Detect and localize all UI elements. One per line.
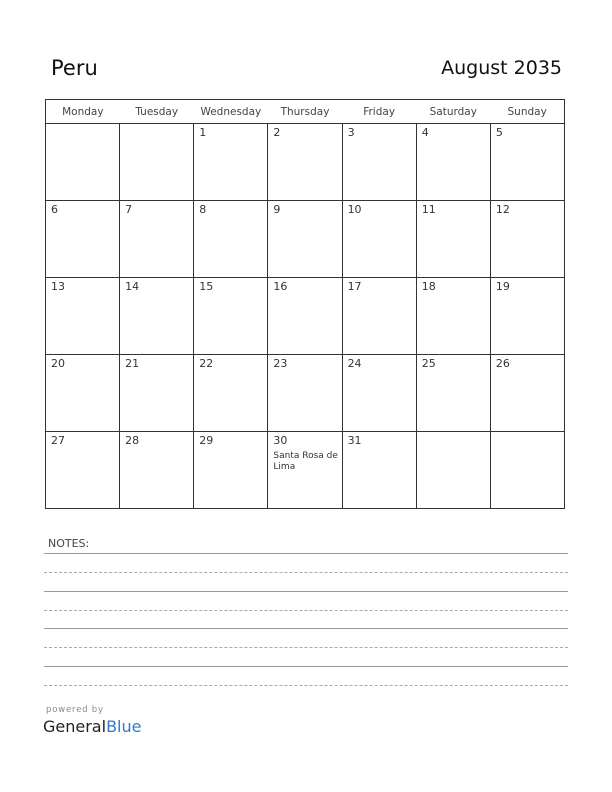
day-number: 2 (273, 126, 281, 139)
day-number: 1 (199, 126, 207, 139)
day-cell (120, 201, 194, 278)
weekday-tuesday: Tuesday (120, 100, 194, 124)
week-row (46, 278, 565, 355)
day-number: 14 (125, 280, 140, 293)
day-cell (416, 124, 490, 201)
notes-line (44, 685, 568, 686)
day-number: 5 (495, 126, 503, 139)
day-number: 25 (421, 357, 436, 370)
weekday-wednesday: Wednesday (194, 100, 268, 124)
day-cell (490, 124, 564, 201)
weekday-saturday: Saturday (416, 100, 490, 124)
day-number: 7 (125, 203, 133, 216)
day-cell (46, 432, 120, 509)
day-number: 30 (273, 434, 288, 447)
powered-by-text: powered by (46, 705, 104, 715)
day-cell (46, 355, 120, 432)
notes-line (44, 647, 568, 648)
weekday-header-row (46, 100, 565, 124)
week-row (46, 432, 565, 509)
day-number: 18 (421, 280, 436, 293)
notes-line (44, 610, 568, 611)
generalblue-logo (43, 717, 141, 736)
day-cell (490, 432, 564, 509)
notes-line (44, 628, 568, 629)
notes-label: NOTES: (48, 537, 90, 550)
day-number: 8 (199, 203, 207, 216)
day-cell (120, 355, 194, 432)
day-cell (416, 278, 490, 355)
day-number: 17 (347, 280, 362, 293)
calendar-grid (45, 99, 565, 509)
day-cell (120, 124, 194, 201)
day-cell (342, 432, 416, 509)
day-cell (490, 201, 564, 278)
day-cell (490, 355, 564, 432)
weekday-sunday: Sunday (490, 100, 564, 124)
day-number: 9 (273, 203, 281, 216)
day-number: 21 (125, 357, 140, 370)
week-row (46, 201, 565, 278)
week-row (46, 355, 565, 432)
notes-line (44, 591, 568, 592)
weekday-monday: Monday (46, 100, 120, 124)
day-number: 31 (347, 434, 362, 447)
day-cell (416, 432, 490, 509)
day-number: 24 (347, 357, 362, 370)
day-number: 13 (51, 280, 65, 293)
holiday-label: Santa Rosa de Lima (273, 451, 338, 472)
day-cell (490, 278, 564, 355)
logo-general: General (43, 717, 107, 736)
day-number: 26 (495, 357, 510, 370)
day-number: 15 (199, 280, 214, 293)
day-cell (194, 278, 268, 355)
weekday-thursday: Thursday (268, 100, 342, 124)
day-cell (342, 278, 416, 355)
notes-line (44, 553, 568, 554)
day-cell (194, 124, 268, 201)
day-cell (342, 124, 416, 201)
day-cell (46, 278, 120, 355)
day-number: 27 (51, 434, 65, 447)
day-cell (268, 355, 342, 432)
day-number: 12 (495, 203, 510, 216)
day-number: 28 (125, 434, 140, 447)
day-cell (194, 355, 268, 432)
day-number: 16 (273, 280, 288, 293)
country-title: Peru (51, 56, 98, 80)
month-title: August 2035 (441, 57, 562, 79)
day-number: 23 (273, 357, 288, 370)
day-cell (416, 201, 490, 278)
day-cell (342, 355, 416, 432)
day-number: 3 (347, 126, 355, 139)
day-cell (194, 432, 268, 509)
day-cell (268, 124, 342, 201)
day-number: 19 (495, 280, 510, 293)
day-number: 6 (51, 203, 58, 216)
day-cell (268, 278, 342, 355)
day-cell (342, 201, 416, 278)
day-cell (120, 432, 194, 509)
day-number: 29 (199, 434, 214, 447)
notes-line (44, 572, 568, 573)
day-number: 22 (199, 357, 214, 370)
day-cell (268, 201, 342, 278)
day-cell (46, 201, 120, 278)
day-number: 11 (421, 203, 436, 216)
notes-line (44, 666, 568, 667)
day-number: 10 (347, 203, 362, 216)
day-cell (46, 124, 120, 201)
day-cell (194, 201, 268, 278)
weekday-friday: Friday (342, 100, 416, 124)
day-cell (120, 278, 194, 355)
logo-blue: Blue (106, 717, 142, 736)
day-number: 4 (421, 126, 429, 139)
week-row (46, 124, 565, 201)
day-cell (416, 355, 490, 432)
day-number: 20 (51, 357, 65, 370)
day-cell (268, 432, 342, 509)
